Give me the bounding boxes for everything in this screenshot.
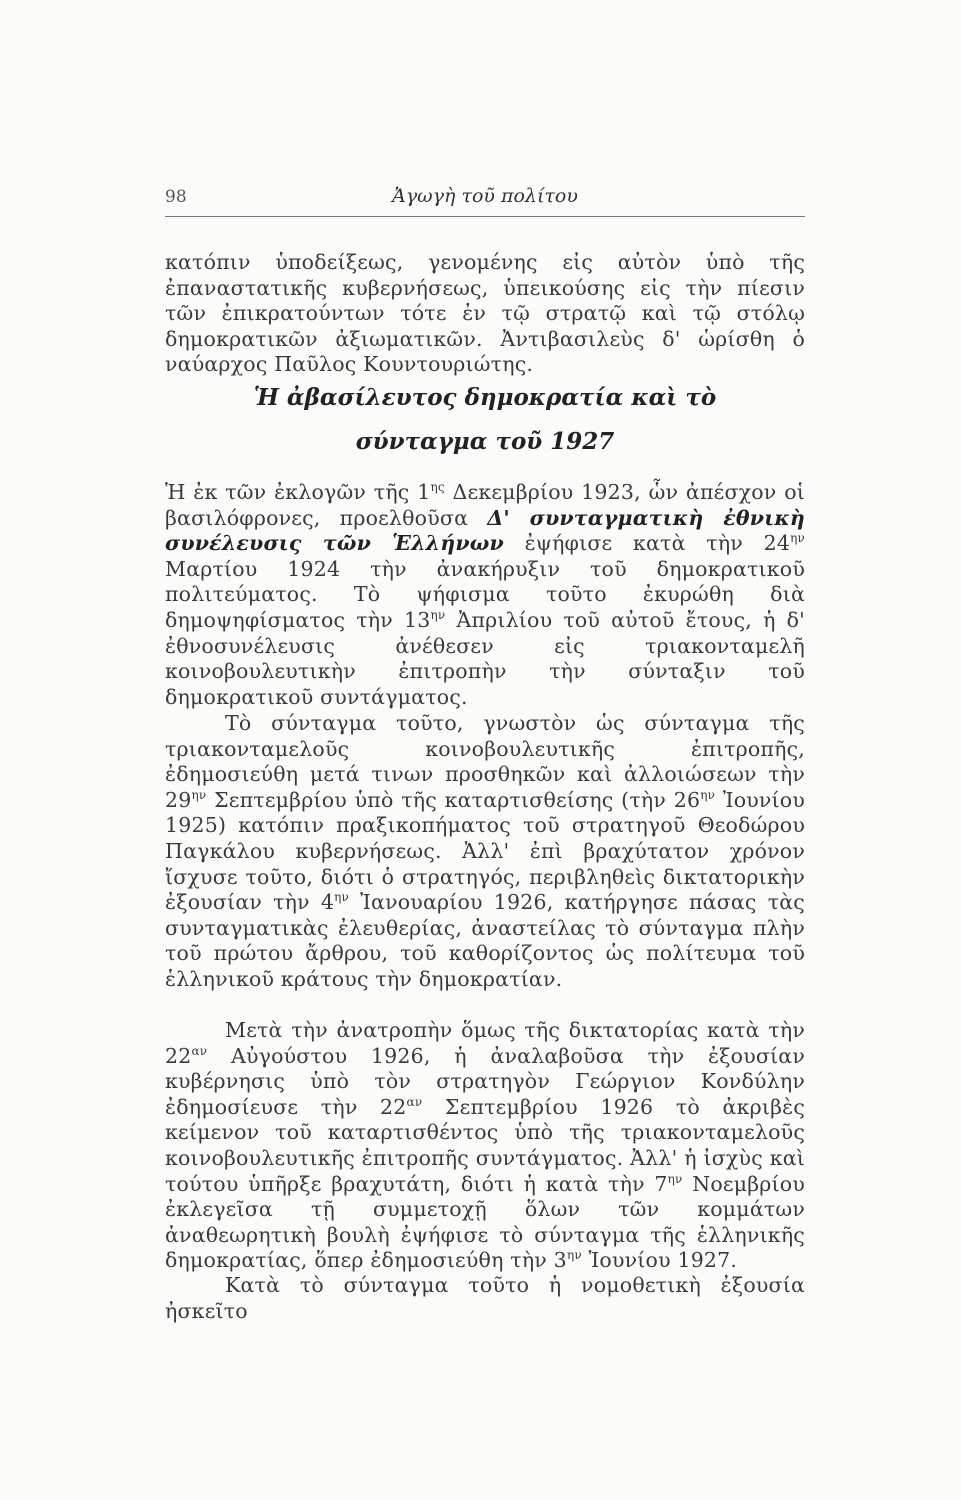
p3-part2: Σεπτεμβρίου ὑπὸ τῆς καταρτισθείσης (τὴν 26 bbox=[206, 787, 701, 812]
paragraph-3 bbox=[165, 711, 805, 993]
p2-sup2: ην bbox=[790, 531, 805, 546]
p2-part5: Ἀπριλίου τοῦ αὐτοῦ ἔτους, ἡ δ' ἐθνοσυνέλευσις ἀνέθεσεν εἰς τριακονταμελῆ κοινοβουλευτικὴν ἐπιτροπὴν τὴν σύνταξιν τοῦ δημοκρατικοῦ συντάγματος. bbox=[165, 607, 805, 709]
p4-part2: Αὐγούστου 1926, ἡ ἀναλαβοῦσα τὴν ἐξουσίαν κυβέρνησις ὑπὸ τὸν στρατηγὸν Γεώργιον Κονδύλην ἐδημοσίευσε τὴν 22 bbox=[165, 1043, 805, 1119]
p2-sup1: ης bbox=[430, 480, 445, 495]
paragraph-2 bbox=[165, 480, 805, 710]
section-heading bbox=[165, 376, 805, 464]
p4-sup2: αν bbox=[406, 1094, 423, 1109]
p3-part3: Ἰουνίου 1925) κατόπιν πραξικοπήματος τοῦ στρατηγοῦ Θεοδώρου Παγκάλου κυβερνήσεως. Ἀλλ' ἐπὶ βραχύτατον χρόνον ἴσχυσε τοῦτο, διότι ὁ στρατηγός, περιβληθεὶς δικτατορικὴν ἐξουσίαν τὴν 4 bbox=[165, 787, 806, 915]
intro-paragraph: κατόπιν ὑποδείξεως, γενομένης εἰς αὐτὸν ὑπὸ τῆς ἐπαναστατικῆς κυβερνήσεως, ὑπεικούσης εἰς τὴν πίεσιν τῶν ἐπικρατούντων τότε ἐν τῷ στρατῷ καὶ τῷ στόλῳ δημοκρατικῶν ἀξιωματικῶν. Ἀντιβασιλεὺς δ' ὡρίσθη ὁ ναύαρχος Παῦλος Κουντουριώτης. bbox=[165, 250, 805, 377]
p4-sup4: ην bbox=[566, 1248, 582, 1263]
p2-part2: Δεκεμβρίου 1923, ὧν ἀπέσχον οἱ βασιλόφρονες, προελθοῦσα bbox=[165, 480, 805, 530]
header-rule bbox=[165, 216, 805, 217]
p4-sup1: αν bbox=[191, 1043, 208, 1058]
p2-part1: Ἡ ἐκ τῶν ἐκλογῶν τῆς 1 bbox=[165, 480, 431, 504]
p4-part4: Νοεμβρίου ἐκλεγεῖσα τῇ συμμετοχῇ ὅλων τῶν κομμάτων ἀναθεωρητικὴ βουλὴ ἐψήφισε τὸ σύνταγμα τῆς ἑλληνικῆς δημοκρατίας, ὅπερ ἐδημοσιεύθη τὴν 3 bbox=[165, 1171, 805, 1273]
p3-sup2: ην bbox=[700, 787, 716, 802]
running-title: Ἀγωγὴ τοῦ πολίτου bbox=[392, 185, 578, 207]
p2-emphasis: Δ' συνταγματικὴ ἐθνικὴ συνέλευσις τῶν Ἑλλήνων bbox=[165, 505, 805, 556]
p3-part4: Ἰανουαρίου 1926, κατήργησε πάσας τὰς συνταγματικὰς ἐλευθερίας, ἀναστείλας τὸ σύνταγμα πλὴν τοῦ πρώτου ἄρθρου, τοῦ καθορίζοντος ὡς πολίτευμα τοῦ ἑλληνικοῦ κράτους τὴν δημοκρατίαν. bbox=[165, 890, 805, 991]
p4-part3: Σεπτεμβρίου 1926 τὸ ἀκριβὲς κείμενον τοῦ καταρτισθέντος ὑπὸ τῆς τριακονταμελοῦς κοινοβουλευτικῆς ἐπιτροπῆς συντάγματος. Ἀλλ' ἡ ἰσχὺς καὶ τούτου ὑπῆρξε βραχυτάτη, διότι ἡ κατὰ τὴν 7 bbox=[165, 1094, 806, 1196]
p3-sup1: ην bbox=[191, 787, 207, 802]
section-heading-line2: σύνταγμα τοῦ 1927 bbox=[355, 428, 615, 455]
page-header bbox=[165, 183, 805, 213]
p3-sup3: ην bbox=[334, 890, 350, 905]
paragraph-5: Κατὰ τὸ σύνταγμα τοῦτο ἡ νομοθετικὴ ἐξουσία ἠσκεῖτο bbox=[165, 1273, 805, 1323]
p4-part5: Ἰουνίου 1927. bbox=[581, 1248, 738, 1273]
p2-sup3: ην bbox=[430, 608, 446, 623]
page-number: 98 bbox=[165, 187, 187, 207]
p3-part1: Τὸ σύνταγμα τοῦτο, γνωστὸν ὡς σύνταγμα τῆς τριακονταμελοῦς κοινοβουλευτικῆς ἐπιτροπῆς, ἐδημοσιεύθη μετά τινων προσθηκῶν καὶ ἀλλοιώσεων τὴν 29 bbox=[165, 711, 805, 812]
section-heading-line1: Ἡ ἀβασίλευτος δημοκρατία καὶ τὸ bbox=[253, 384, 717, 411]
paragraph-4 bbox=[165, 1018, 805, 1274]
p4-sup3: ην bbox=[667, 1171, 683, 1186]
p2-part4: Μαρτίου 1924 τὴν ἀνακήρυξιν τοῦ δημοκρατικοῦ πολιτεύματος. Τὸ ψήφισμα τοῦτο ἐκυρώθη διὰ δημοψηφίσματος τὴν 13 bbox=[165, 556, 805, 632]
p4-part1: Μετὰ τὴν ἀνατροπὴν ὅμως τῆς δικτατορίας κατὰ τὴν 22 bbox=[165, 1018, 805, 1068]
p2-part3: ἐψήφισε κατὰ τὴν 24 bbox=[503, 531, 791, 556]
